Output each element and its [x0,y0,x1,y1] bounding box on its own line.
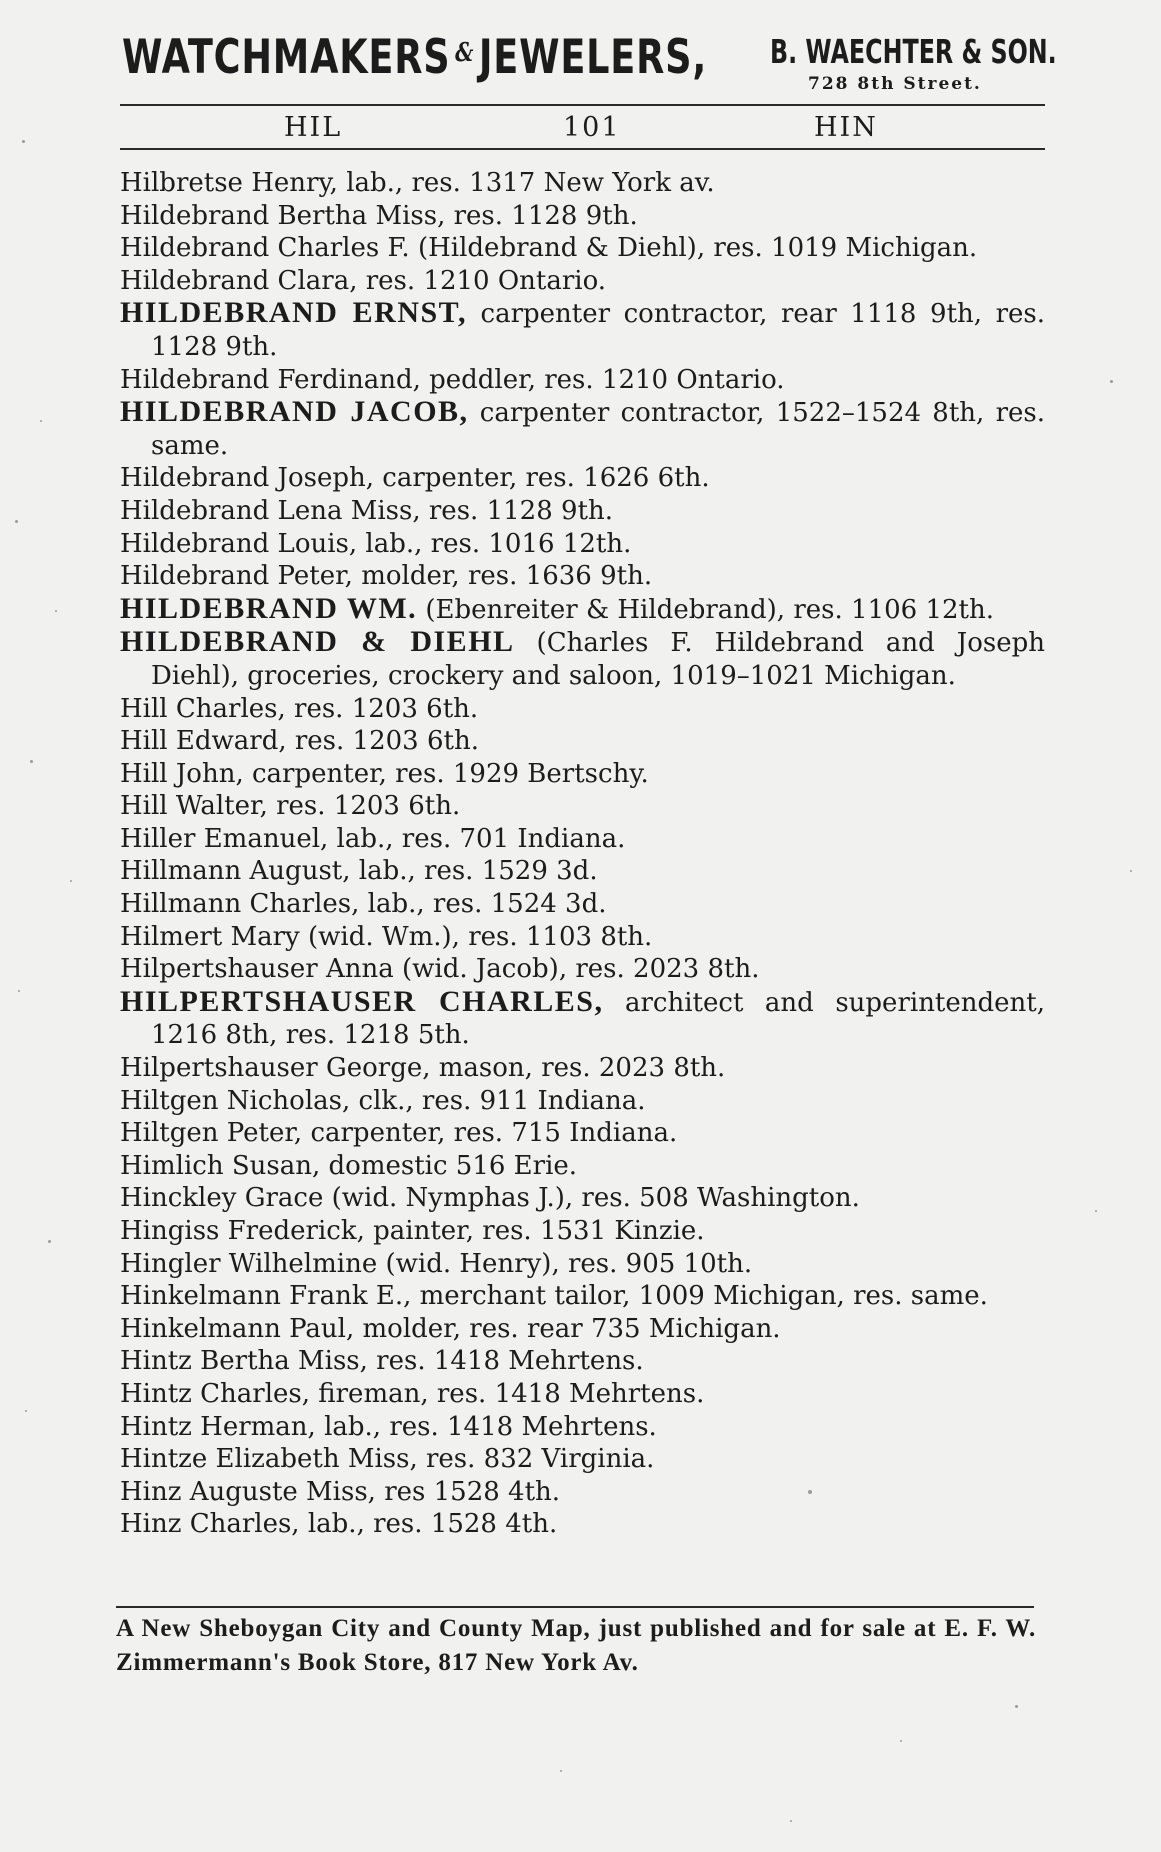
directory-entry [120,626,1045,692]
entry-text: Hilmert Mary (wid. Wm.), res. 1103 8th. [120,921,653,952]
header-rule [120,104,1045,106]
ad-title [122,30,707,85]
entry-text: Hiltgen Peter, carpenter, res. 715 Indiana. [120,1118,678,1149]
running-head-rule [120,148,1045,150]
directory-entry [120,1378,1045,1411]
entry-text: Hintz Charles, fireman, res. 1418 Mehrtens. [120,1378,705,1409]
directory-entry [120,1508,1045,1541]
entry-text: Hildebrand Louis, lab., res. 1016 12th. [120,528,632,559]
entry-text: carpenter contractor, 1522–1524 8th, res. same. [151,398,1045,461]
directory-entry [120,560,1045,593]
entry-bold-name: HILDEBRAND JACOB, [120,395,469,429]
entry-bold-name: HILDEBRAND ERNST, [120,296,467,330]
entry-text: (Charles F. Hildebrand and Joseph Diehl), groceries, crockery and saloon, 1019–1021 Michigan. [151,628,1045,691]
entry-text: Himlich Susan, domestic 516 Erie. [120,1150,578,1181]
entry-bold-name: HILDEBRAND & DIEHL [120,625,515,659]
entry-text: Hillmann Charles, lab., res. 1524 3d. [120,889,607,920]
directory-entry [120,1411,1045,1444]
directory-entry [120,1313,1045,1346]
entry-text: Hilpertshauser George, mason, res. 2023 8th. [120,1053,726,1084]
directory-entry [120,725,1045,758]
entry-text: Hill Edward, res. 1203 6th. [120,726,479,757]
entry-text: Hill Charles, res. 1203 6th. [120,693,479,724]
ad-title-right: JEWELERS, [478,30,708,85]
running-head-right: HIN [814,112,878,143]
directory-entry [120,495,1045,528]
directory-entry [120,1182,1045,1215]
directory-entry [120,528,1045,561]
entry-text: Hildebrand Ferdinand, peddler, res. 1210 Ontario. [120,364,785,395]
ad-address: 728 8th Street. [808,74,982,94]
directory-entry [120,1085,1045,1118]
directory-entry [120,921,1045,954]
entry-text: Hiltgen Nicholas, clk., res. 911 Indiana. [120,1085,646,1116]
entry-text: Hill Walter, res. 1203 6th. [120,791,461,822]
entry-text: Hildebrand Clara, res. 1210 Ontario. [120,265,607,296]
directory-entry [120,396,1045,462]
entry-text: Hilpertshauser Anna (wid. Jacob), res. 2023 8th. [120,954,760,985]
directory-entry [120,167,1045,200]
entry-text: (Ebenreiter & Hildebrand), res. 1106 12th. [417,594,995,625]
directory-entry [120,1280,1045,1313]
entry-text: Hildebrand Peter, molder, res. 1636 9th. [120,561,653,592]
entry-text: Hinckley Grace (wid. Nymphas J.), res. 508 Washington. [120,1183,860,1214]
directory-entry [120,1117,1045,1150]
entry-text: Hinkelmann Paul, molder, res. rear 735 Michigan. [120,1313,781,1344]
directory-entry [120,1248,1045,1281]
entry-text: Hilbretse Henry, lab., res. 1317 New York av. [120,168,715,198]
entry-text: Hildebrand Bertha Miss, res. 1128 9th. [120,200,638,231]
directory-entry [120,888,1045,921]
directory-entry [120,693,1045,726]
entry-text: architect and superintendent, 1216 8th, res. 1218 5th. [151,987,1046,1051]
entry-text: carpenter contractor, rear 1118 9th, res. 1128 9th. [151,299,1046,362]
entry-text: Hinz Charles, lab., res. 1528 4th. [120,1509,558,1540]
directory-entry [120,1052,1045,1085]
page-number: 101 [563,112,621,143]
directory-entries [120,167,1045,1541]
entry-text: Hinkelmann Frank E., merchant tailor, 1009 Michigan, res. same. [120,1281,988,1312]
directory-entry [120,232,1045,265]
ad-title-left: WATCHMAKERS [122,30,451,85]
directory-entry [120,1443,1045,1476]
directory-entry [120,986,1045,1052]
directory-entry [120,364,1045,397]
directory-entry [120,462,1045,495]
footer-advertisement: A New Sheboygan City and County Map, just published and for sale at E. F. W. Zimmermann's Book Store, 817 New York Av. [116,1615,1036,1676]
directory-entry [120,1345,1045,1378]
ad-ampersand: & [455,38,475,68]
entry-text: Hildebrand Lena Miss, res. 1128 9th. [120,495,613,526]
entry-text: Hill John, carpenter, res. 1929 Bertschy. [120,758,649,789]
directory-entry [120,200,1045,233]
running-head-left: HIL [284,112,343,143]
directory-entry [120,823,1045,856]
entry-text: Hillmann August, lab., res. 1529 3d. [120,856,598,887]
entry-text: Hiller Emanuel, lab., res. 701 Indiana. [120,823,626,854]
ad-header [118,26,1057,94]
ad-firm-name: B. WAECHTER & SON. [770,32,1057,71]
entry-text: Hildebrand Charles F. (Hildebrand & Diehl), res. 1019 Michigan. [120,233,978,264]
directory-entry [120,1150,1045,1183]
directory-entry [120,265,1045,298]
directory-entry [120,1215,1045,1248]
entry-text: Hinz Auguste Miss, res 1528 4th. [120,1476,561,1507]
directory-entry [120,790,1045,823]
directory-entry [120,855,1045,888]
entry-bold-name: HILPERTSHAUSER CHARLES, [120,984,604,1018]
footer-rule [116,1606,1034,1608]
entry-text: Hintze Elizabeth Miss, res. 832 Virginia. [120,1444,655,1475]
entry-text: Hintz Herman, lab., res. 1418 Mehrtens. [120,1411,657,1442]
directory-entry [120,1476,1045,1509]
directory-entry [120,953,1045,986]
entry-text: Hingler Wilhelmine (wid. Henry), res. 905 10th. [120,1248,753,1279]
entry-text: Hildebrand Joseph, carpenter, res. 1626 6th. [120,463,710,494]
directory-entry [120,297,1045,363]
entry-bold-name: HILDEBRAND WM. [120,591,418,625]
entry-text: Hingiss Frederick, painter, res. 1531 Kinzie. [120,1216,705,1246]
directory-entry [120,593,1045,627]
directory-entry [120,758,1045,791]
entry-text: Hintz Bertha Miss, res. 1418 Mehrtens. [120,1346,644,1377]
